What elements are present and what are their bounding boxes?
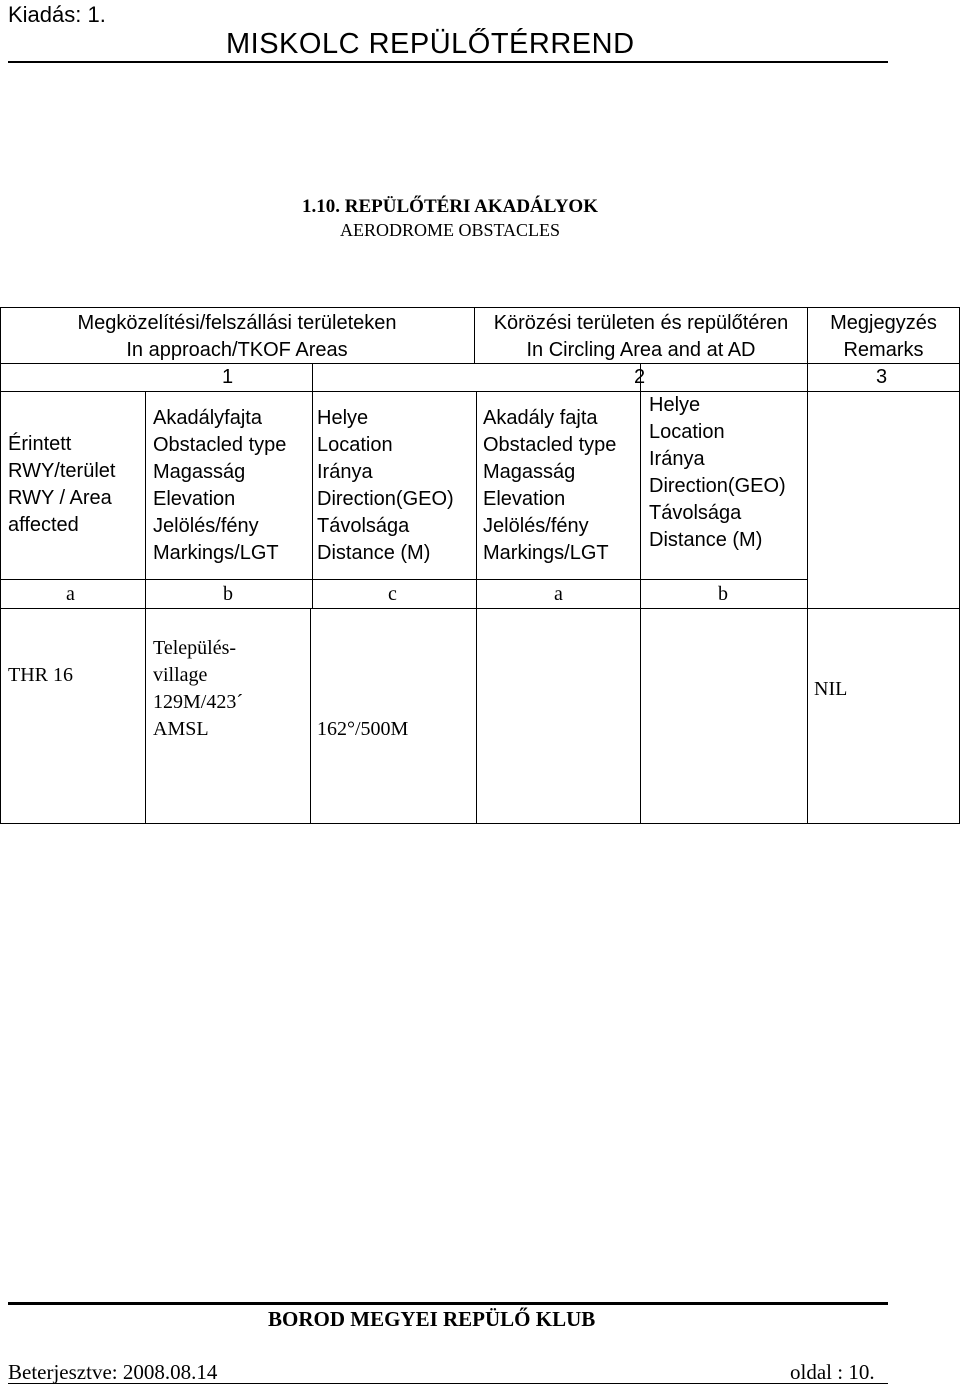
col-header-line: Location xyxy=(649,421,725,443)
footer-page-number: oldal : 10. xyxy=(790,1360,875,1384)
group-header-circling-hu: Körözési területen és repülőtéren xyxy=(493,312,789,334)
row-rwy: THR 16 xyxy=(8,664,73,686)
document-title: MISKOLC REPÜLŐTÉRREND xyxy=(226,28,635,60)
col-header-location-2 xyxy=(649,392,786,554)
col-header-obstacle-2 xyxy=(483,405,616,567)
col-header-line: Elevation xyxy=(483,488,566,510)
table-divider xyxy=(476,608,477,823)
table-rule xyxy=(0,391,960,392)
row-obstacle-line: Település- xyxy=(153,637,237,659)
footer-club-name: BOROD MEGYEI REPÜLŐ KLUB xyxy=(268,1307,596,1331)
col-header-line: Markings/LGT xyxy=(153,542,279,564)
col-header-line: Direction(GEO) xyxy=(649,475,786,497)
section-subtitle: AERODROME OBSTACLES xyxy=(339,220,561,240)
col-header-line: RWY / Area xyxy=(8,487,112,509)
col-letter-b-2: b xyxy=(718,583,728,605)
table-divider xyxy=(145,579,146,608)
section-title: 1.10. REPÜLŐTÉRI AKADÁLYOK xyxy=(302,196,598,217)
col-header-line: affected xyxy=(8,514,79,536)
table-divider xyxy=(807,608,808,823)
row-obstacle-line: AMSL xyxy=(153,718,209,740)
table-divider xyxy=(312,391,313,579)
table-divider xyxy=(145,391,146,579)
table-rule xyxy=(0,608,960,609)
table-border-top xyxy=(0,307,960,308)
table-divider xyxy=(312,579,313,608)
col-header-location-1 xyxy=(317,405,454,567)
table-divider xyxy=(145,608,146,823)
col-header-line: Magasság xyxy=(153,461,246,483)
table-divider xyxy=(807,391,808,608)
col-header-line: Elevation xyxy=(153,488,236,510)
row-remarks: NIL xyxy=(814,678,848,700)
col-header-line: Érintett xyxy=(8,433,72,455)
col-header-line: Távolsága xyxy=(649,502,742,524)
footer-rule xyxy=(8,1302,888,1305)
table-divider xyxy=(640,391,641,579)
col-header-line: Helye xyxy=(649,394,701,416)
row-obstacle xyxy=(153,635,243,743)
edition-label: Kiadás: 1. xyxy=(8,2,106,27)
table-divider xyxy=(312,363,313,391)
row-location: 162°/500M xyxy=(317,718,409,740)
col-header-line: Jelölés/fény xyxy=(483,515,589,537)
group-number-2: 2 xyxy=(634,366,646,388)
col-header-line: Obstacled type xyxy=(483,434,617,456)
row-obstacle-line: 129M/423´ xyxy=(153,691,243,713)
group-header-approach xyxy=(0,310,474,364)
col-letter-c: c xyxy=(388,583,397,605)
table-rule xyxy=(0,579,807,580)
row-obstacle-line: village xyxy=(153,664,208,686)
col-header-line: Akadályfajta xyxy=(153,407,262,429)
group-header-remarks-hu: Megjegyzés xyxy=(830,312,937,334)
group-header-circling-en: In Circling Area and at AD xyxy=(526,339,756,361)
table-divider xyxy=(310,608,311,823)
group-header-circling xyxy=(475,310,807,364)
col-header-line: Távolsága xyxy=(317,515,410,537)
col-letter-b: b xyxy=(223,583,233,605)
table-divider xyxy=(476,391,477,579)
table-divider xyxy=(640,579,641,608)
col-header-line: Magasság xyxy=(483,461,576,483)
col-header-line: Jelölés/fény xyxy=(153,515,259,537)
table-divider xyxy=(476,579,477,608)
col-header-line: Helye xyxy=(317,407,369,429)
col-header-line: Obstacled type xyxy=(153,434,287,456)
group-header-approach-hu: Megközelítési/felszállási területeken xyxy=(77,312,397,334)
group-number-3: 3 xyxy=(876,366,888,388)
col-header-line: Akadály fajta xyxy=(483,407,598,429)
col-letter-a-2: a xyxy=(554,583,563,605)
col-header-line: RWY/terület xyxy=(8,460,116,482)
col-header-line: Iránya xyxy=(649,448,705,470)
table-border-bottom xyxy=(0,823,960,824)
group-header-approach-en: In approach/TKOF Areas xyxy=(126,339,348,361)
table-divider xyxy=(807,363,808,391)
group-number-1: 1 xyxy=(222,366,234,388)
col-header-affected xyxy=(8,431,115,539)
col-header-line: Distance (M) xyxy=(649,529,763,551)
table-border-left xyxy=(0,307,1,823)
col-header-line: Location xyxy=(317,434,393,456)
col-letter-a: a xyxy=(66,583,75,605)
group-header-remarks-en: Remarks xyxy=(843,339,924,361)
col-header-line: Markings/LGT xyxy=(483,542,609,564)
col-header-line: Direction(GEO) xyxy=(317,488,454,510)
table-divider xyxy=(640,608,641,823)
col-header-line: Iránya xyxy=(317,461,373,483)
footer-submitted-date: Beterjesztve: 2008.08.14 xyxy=(8,1360,218,1384)
title-underline xyxy=(8,61,888,63)
group-header-remarks xyxy=(808,310,959,364)
footer-bottom-rule xyxy=(8,1383,888,1384)
col-header-line: Distance (M) xyxy=(317,542,431,564)
col-header-obstacle-1 xyxy=(153,405,286,567)
